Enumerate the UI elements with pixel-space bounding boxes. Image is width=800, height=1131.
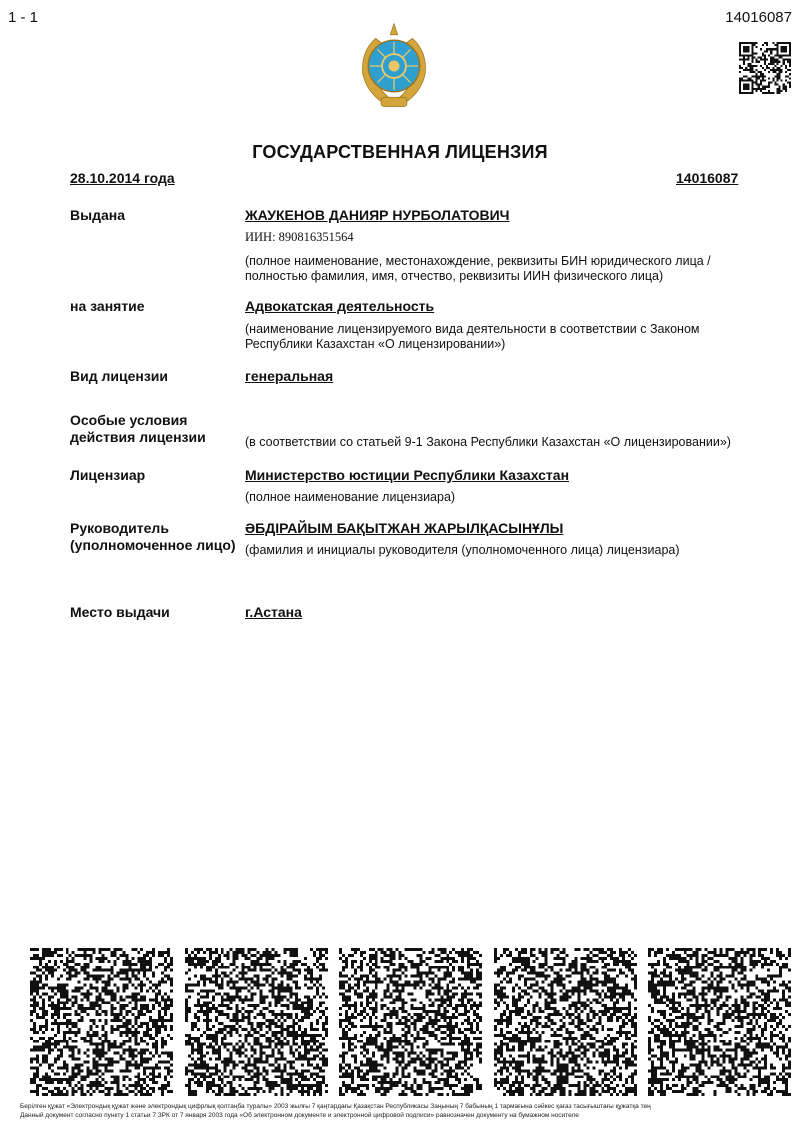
licensor-value: Министерство юстиции Республики Казахстан xyxy=(245,467,570,483)
license-type-value: генеральная xyxy=(245,368,334,384)
page-indicator: 1 - 1 xyxy=(8,9,39,26)
conditions-label-line-2: действия лицензии xyxy=(70,429,206,445)
conditions-note: (в соответствии со статьей 9-1 Закона Республики Казахстан «О лицензировании») xyxy=(245,435,731,449)
iin-value: ИИН: 890816351564 xyxy=(245,230,354,244)
licensor-note: (полное наименование лицензиара) xyxy=(245,490,456,504)
document-title: ГОСУДАРСТВЕННАЯ ЛИЦЕНЗИЯ xyxy=(252,142,548,162)
state-emblem-icon xyxy=(348,20,440,112)
issued-to-value: ЖАУКЕНОВ ДАНИЯР НУРБОЛАТОВИЧ xyxy=(245,207,510,223)
issue-date: 28.10.2014 года xyxy=(70,170,175,186)
2d-barcode-icon xyxy=(494,948,637,1096)
2d-barcode-icon xyxy=(30,948,173,1096)
activity-label: на занятие xyxy=(70,298,145,314)
2d-barcode-icon xyxy=(185,948,328,1096)
license-type-label: Вид лицензии xyxy=(70,368,169,384)
2d-barcode-icon xyxy=(339,948,482,1096)
issued-to-label: Выдана xyxy=(70,207,125,223)
header-document-number: 14016087 xyxy=(725,9,792,26)
issued-to-note-line-1: (полное наименование, местонахождение, реквизиты БИН юридического лица / xyxy=(245,254,711,268)
place-label: Место выдачи xyxy=(70,604,170,620)
head-value: ӘБДІРАЙЫМ БАҚЫТЖАН ЖАРЫЛҚАСЫНҰЛЫ xyxy=(245,520,564,536)
licensor-label: Лицензиар xyxy=(70,467,146,483)
2d-barcode-icon xyxy=(648,948,791,1096)
issued-to-note-line-2: полностью фамилия, имя, отчество, реквизиты ИИН физического лица) xyxy=(245,269,664,283)
license-number: 14016087 xyxy=(676,170,739,186)
activity-note-line-1: (наименование лицензируемого вида деятельности в соответствии с Законом xyxy=(245,322,700,336)
place-value: г.Астана xyxy=(245,604,302,620)
conditions-label-line-1: Особые условия xyxy=(70,412,188,428)
footer-legal-note xyxy=(20,1102,780,1120)
head-label-line-2: (уполномоченное лицо) xyxy=(70,537,236,553)
head-note: (фамилия и инициалы руководителя (уполномоченного лица) лицензиара) xyxy=(245,543,680,557)
head-label-line-1: Руководитель xyxy=(70,520,169,536)
activity-value: Адвокатская деятельность xyxy=(245,298,435,314)
footer-line-russian: Данный документ согласно пункту 1 статьи 7 ЗРК от 7 января 2003 года «Об электронном документе и электронной цифровой подписи» равнозначен документу на бумажном носителе xyxy=(20,1112,579,1119)
qr-code-icon xyxy=(739,42,791,94)
footer-line-kazakh: Берілген құжат «Электрондық құжат және электрондық цифрлық қолтаңба туралы» 2003 жылғы 7 қаңтардағы Қазақстан Республикасы Заңының 7 бабының 1 тармағына сәйкес қағаз тасығыштағы құжатқа тең xyxy=(20,1103,651,1110)
activity-note-line-2: Республики Казахстан «О лицензировании») xyxy=(245,337,506,351)
